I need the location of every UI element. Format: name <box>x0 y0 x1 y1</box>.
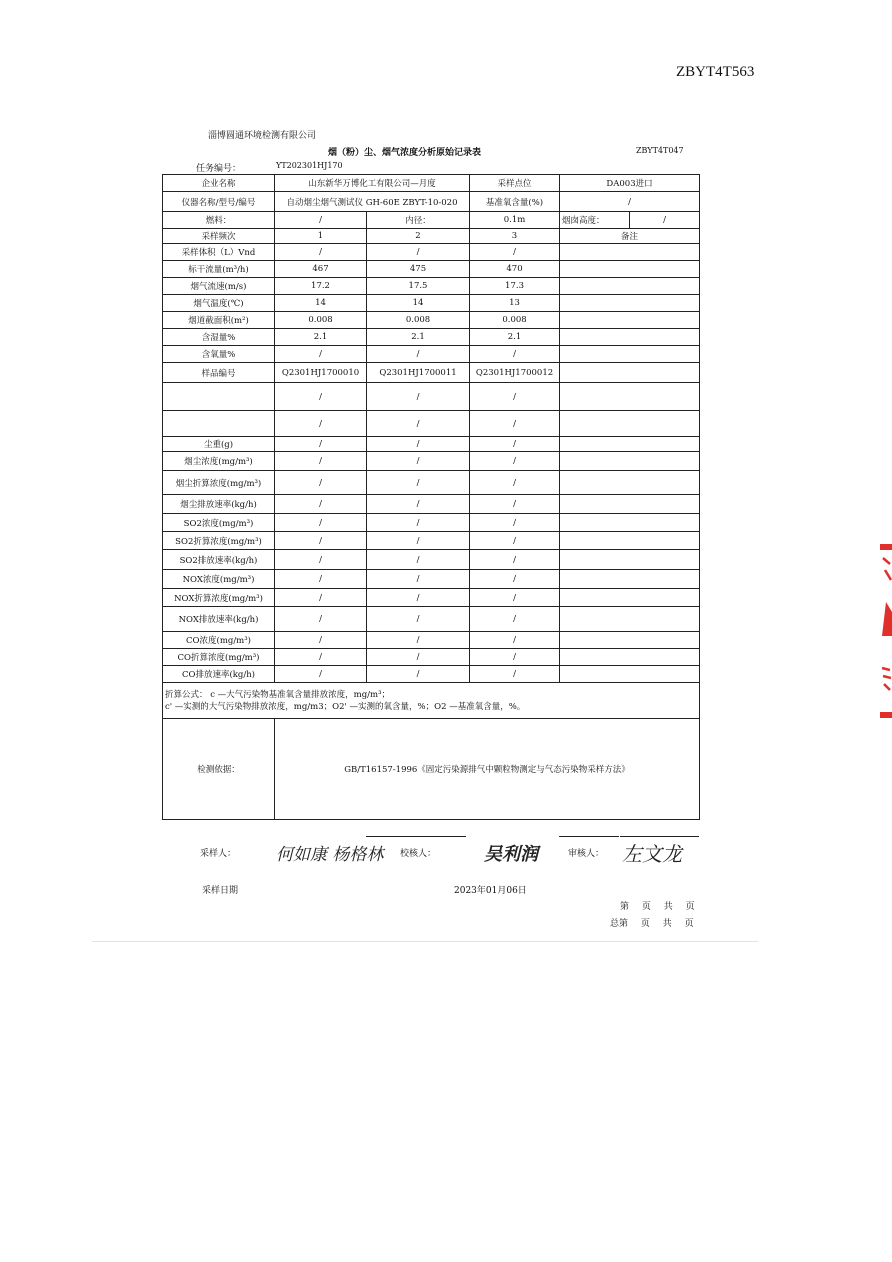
table-row <box>163 649 700 666</box>
row-value: / <box>367 532 470 550</box>
row-value: / <box>275 649 367 666</box>
row-label: 含氧量% <box>163 346 275 363</box>
formula-cell <box>163 683 700 719</box>
row-value: / <box>470 244 560 261</box>
row-value: / <box>367 452 470 471</box>
table-row <box>163 346 700 363</box>
diameter-value: 0.1m <box>470 212 560 229</box>
signature-line <box>559 836 619 837</box>
enterprise-value: 山东新华万博化工有限公司—月度 <box>275 175 470 192</box>
row-value: 0.008 <box>470 312 560 329</box>
row-value: / <box>470 607 560 632</box>
row-value: / <box>367 411 470 437</box>
row-value: / <box>275 589 367 607</box>
row-value: / <box>275 607 367 632</box>
row-label: SO2浓度(mg/m³) <box>163 514 275 532</box>
form-code: ZBYT4T047 <box>636 146 684 155</box>
table-row <box>163 329 700 346</box>
row-value: Q2301HJ1700010 <box>275 363 367 383</box>
row-value: 470 <box>470 261 560 278</box>
checker-label: 校核人： <box>400 849 437 859</box>
row-label: SO2折算浓度(mg/m³) <box>163 532 275 550</box>
remark-cell <box>560 607 700 632</box>
row-label: 标干流量(m³/h) <box>163 261 275 278</box>
form-title: 烟（粉）尘、烟气浓度分析原始记录表 <box>328 148 482 158</box>
remark-cell <box>560 244 700 261</box>
enterprise-label: 企业名称 <box>163 175 275 192</box>
row-value: 14 <box>367 295 470 312</box>
remark-label: 备注 <box>560 229 700 244</box>
row-label: NOX浓度(mg/m³) <box>163 570 275 589</box>
sampler-signature: 何如康 杨格林 <box>276 845 384 865</box>
table-row <box>163 295 700 312</box>
frequency-row <box>163 229 700 244</box>
row-value: / <box>470 514 560 532</box>
row-label: 烟道截面积(m²) <box>163 312 275 329</box>
basis-value: GB/T16157-1996《固定污染源排气中颗粒物测定与气态污染物采样方法》 <box>275 719 700 820</box>
formula-line: 折算公式： c —大气污染物基准氧含量排放浓度，mg/m³； <box>165 689 390 700</box>
instrument-label: 仪器名称/型号/编号 <box>163 192 275 212</box>
frequency-label: 采样频次 <box>163 229 275 244</box>
row-value: Q2301HJ1700012 <box>470 363 560 383</box>
table-row <box>163 632 700 649</box>
row-value: / <box>367 437 470 452</box>
row-label: NOX折算浓度(mg/m³) <box>163 589 275 607</box>
signature-row <box>162 836 699 876</box>
task-number-value: YT202301HJ170 <box>276 161 343 170</box>
row-value: 0.008 <box>367 312 470 329</box>
remark-cell <box>560 346 700 363</box>
table-row <box>163 363 700 383</box>
row-value: / <box>470 649 560 666</box>
oxygen-value: / <box>560 192 700 212</box>
row-value: / <box>470 452 560 471</box>
table-row <box>163 411 700 437</box>
sampler-label: 采样人： <box>200 849 237 859</box>
chimney-label: 烟囱高度： <box>560 212 630 229</box>
row-label: 采样体积（L）Vnd <box>163 244 275 261</box>
row-value: / <box>470 346 560 363</box>
remark-cell <box>560 295 700 312</box>
row-label <box>163 383 275 411</box>
row-label: CO浓度(mg/m³) <box>163 632 275 649</box>
page-divider <box>92 941 758 942</box>
remark-cell <box>560 329 700 346</box>
row-value: 17.3 <box>470 278 560 295</box>
remark-cell <box>560 495 700 514</box>
row-value: / <box>367 632 470 649</box>
basis-label: 检测依据： <box>163 719 275 820</box>
row-value: 2.1 <box>470 329 560 346</box>
signature-line <box>366 836 466 837</box>
row-value: / <box>470 383 560 411</box>
row-value: / <box>470 437 560 452</box>
row-value: 2.1 <box>275 329 367 346</box>
row-value: / <box>275 570 367 589</box>
row-value: / <box>367 589 470 607</box>
row-label: CO排放速率(kg/h) <box>163 666 275 683</box>
fuel-value: / <box>275 212 367 229</box>
frequency-1: 1 <box>275 229 367 244</box>
row-label: 烟尘浓度(mg/m³) <box>163 452 275 471</box>
table-row <box>163 437 700 452</box>
remark-cell <box>560 514 700 532</box>
row-value: / <box>275 666 367 683</box>
formula-row <box>163 683 700 719</box>
row-value: / <box>275 346 367 363</box>
table-row <box>163 383 700 411</box>
row-value: / <box>470 495 560 514</box>
row-value: / <box>470 666 560 683</box>
row-value: / <box>275 244 367 261</box>
table-row <box>163 495 700 514</box>
row-value: 475 <box>367 261 470 278</box>
reviewer-label: 审核人： <box>568 849 605 859</box>
row-value: / <box>367 346 470 363</box>
document-code: ZBYT4T563 <box>676 64 755 80</box>
table-row <box>163 570 700 589</box>
row-value: / <box>367 666 470 683</box>
row-label: 烟气流速(m/s) <box>163 278 275 295</box>
table-row <box>163 452 700 471</box>
row-value: 17.5 <box>367 278 470 295</box>
row-value: / <box>367 244 470 261</box>
table-row <box>163 532 700 550</box>
row-value: 2.1 <box>367 329 470 346</box>
remark-cell <box>560 411 700 437</box>
row-value: / <box>275 514 367 532</box>
row-value: / <box>470 550 560 570</box>
row-value: / <box>470 570 560 589</box>
page-count: 第 页 共 页 <box>620 902 695 912</box>
enterprise-row <box>163 175 700 192</box>
row-value: / <box>275 452 367 471</box>
row-label: 烟气温度(℃) <box>163 295 275 312</box>
row-value: / <box>367 514 470 532</box>
remark-cell <box>560 312 700 329</box>
task-number-label: 任务编号： <box>196 164 242 174</box>
row-value: 17.2 <box>275 278 367 295</box>
row-value: / <box>275 383 367 411</box>
fuel-row <box>163 212 700 229</box>
row-value: / <box>275 532 367 550</box>
diameter-label: 内径： <box>367 212 470 229</box>
reviewer-signature: 左文龙 <box>622 842 682 866</box>
table-row <box>163 261 700 278</box>
table-row <box>163 550 700 570</box>
remark-cell <box>560 452 700 471</box>
row-label <box>163 411 275 437</box>
row-value: / <box>275 411 367 437</box>
row-label: SO2排放速率(kg/h) <box>163 550 275 570</box>
row-value: / <box>470 532 560 550</box>
table-row <box>163 514 700 532</box>
instrument-row <box>163 192 700 212</box>
remark-cell <box>560 363 700 383</box>
record-table <box>162 174 700 820</box>
remark-cell <box>560 278 700 295</box>
page-total-count: 总第 页 共 页 <box>610 919 694 929</box>
remark-cell <box>560 632 700 649</box>
oxygen-label: 基准氧含量(%) <box>470 192 560 212</box>
row-value: / <box>367 383 470 411</box>
checker-signature: 吴利润 <box>484 844 538 865</box>
row-label: CO折算浓度(mg/m³) <box>163 649 275 666</box>
remark-cell <box>560 649 700 666</box>
table-row <box>163 589 700 607</box>
formula-line: c' —实测的大气污染物排放浓度，mg/m3；O2' —实测的氧含量，%；O2 —基准氧含量，%。 <box>165 701 526 712</box>
row-value: / <box>470 632 560 649</box>
frequency-2: 2 <box>367 229 470 244</box>
table-row <box>163 666 700 683</box>
remark-cell <box>560 532 700 550</box>
row-value: / <box>470 589 560 607</box>
row-value: / <box>367 471 470 495</box>
row-value: / <box>470 471 560 495</box>
table-row <box>163 471 700 495</box>
sampling-date-label: 采样日期 <box>202 886 239 896</box>
row-label: 含湿量% <box>163 329 275 346</box>
chimney-value: / <box>630 212 700 229</box>
basis-row <box>163 719 700 820</box>
remark-cell <box>560 261 700 278</box>
instrument-value: 自动烟尘烟气测试仪 GH-60E ZBYT-10-020 <box>275 192 470 212</box>
frequency-3: 3 <box>470 229 560 244</box>
row-label: 烟尘折算浓度(mg/m³) <box>163 471 275 495</box>
row-label: NOX排放速率(kg/h) <box>163 607 275 632</box>
row-label: 烟尘排放速率(kg/h) <box>163 495 275 514</box>
row-value: / <box>367 550 470 570</box>
row-value: / <box>367 495 470 514</box>
remark-cell <box>560 589 700 607</box>
row-value: 14 <box>275 295 367 312</box>
sample-point-value: DA003进口 <box>560 175 700 192</box>
remark-cell <box>560 570 700 589</box>
row-value: / <box>367 607 470 632</box>
table-row <box>163 312 700 329</box>
company-name: 淄博圆通环境检测有限公司 <box>208 131 317 141</box>
row-label: 样品编号 <box>163 363 275 383</box>
row-label: 尘重(g) <box>163 437 275 452</box>
remark-cell <box>560 383 700 411</box>
row-value: / <box>275 495 367 514</box>
remark-cell <box>560 666 700 683</box>
row-value: / <box>367 570 470 589</box>
row-value: 13 <box>470 295 560 312</box>
row-value: / <box>367 649 470 666</box>
row-value: Q2301HJ1700011 <box>367 363 470 383</box>
remark-cell <box>560 471 700 495</box>
signature-line <box>620 836 699 837</box>
table-row <box>163 607 700 632</box>
seal-stamp-icon <box>880 544 892 718</box>
row-value: / <box>275 550 367 570</box>
table-row <box>163 244 700 261</box>
sampling-date-value: 2023年01月06日 <box>454 886 527 896</box>
remark-cell <box>560 437 700 452</box>
row-value: 467 <box>275 261 367 278</box>
row-value: 0.008 <box>275 312 367 329</box>
row-value: / <box>275 471 367 495</box>
remark-cell <box>560 550 700 570</box>
row-value: / <box>275 437 367 452</box>
sample-point-label: 采样点位 <box>470 175 560 192</box>
fuel-label: 燃料： <box>163 212 275 229</box>
row-value: / <box>275 632 367 649</box>
row-value: / <box>470 411 560 437</box>
table-row <box>163 278 700 295</box>
